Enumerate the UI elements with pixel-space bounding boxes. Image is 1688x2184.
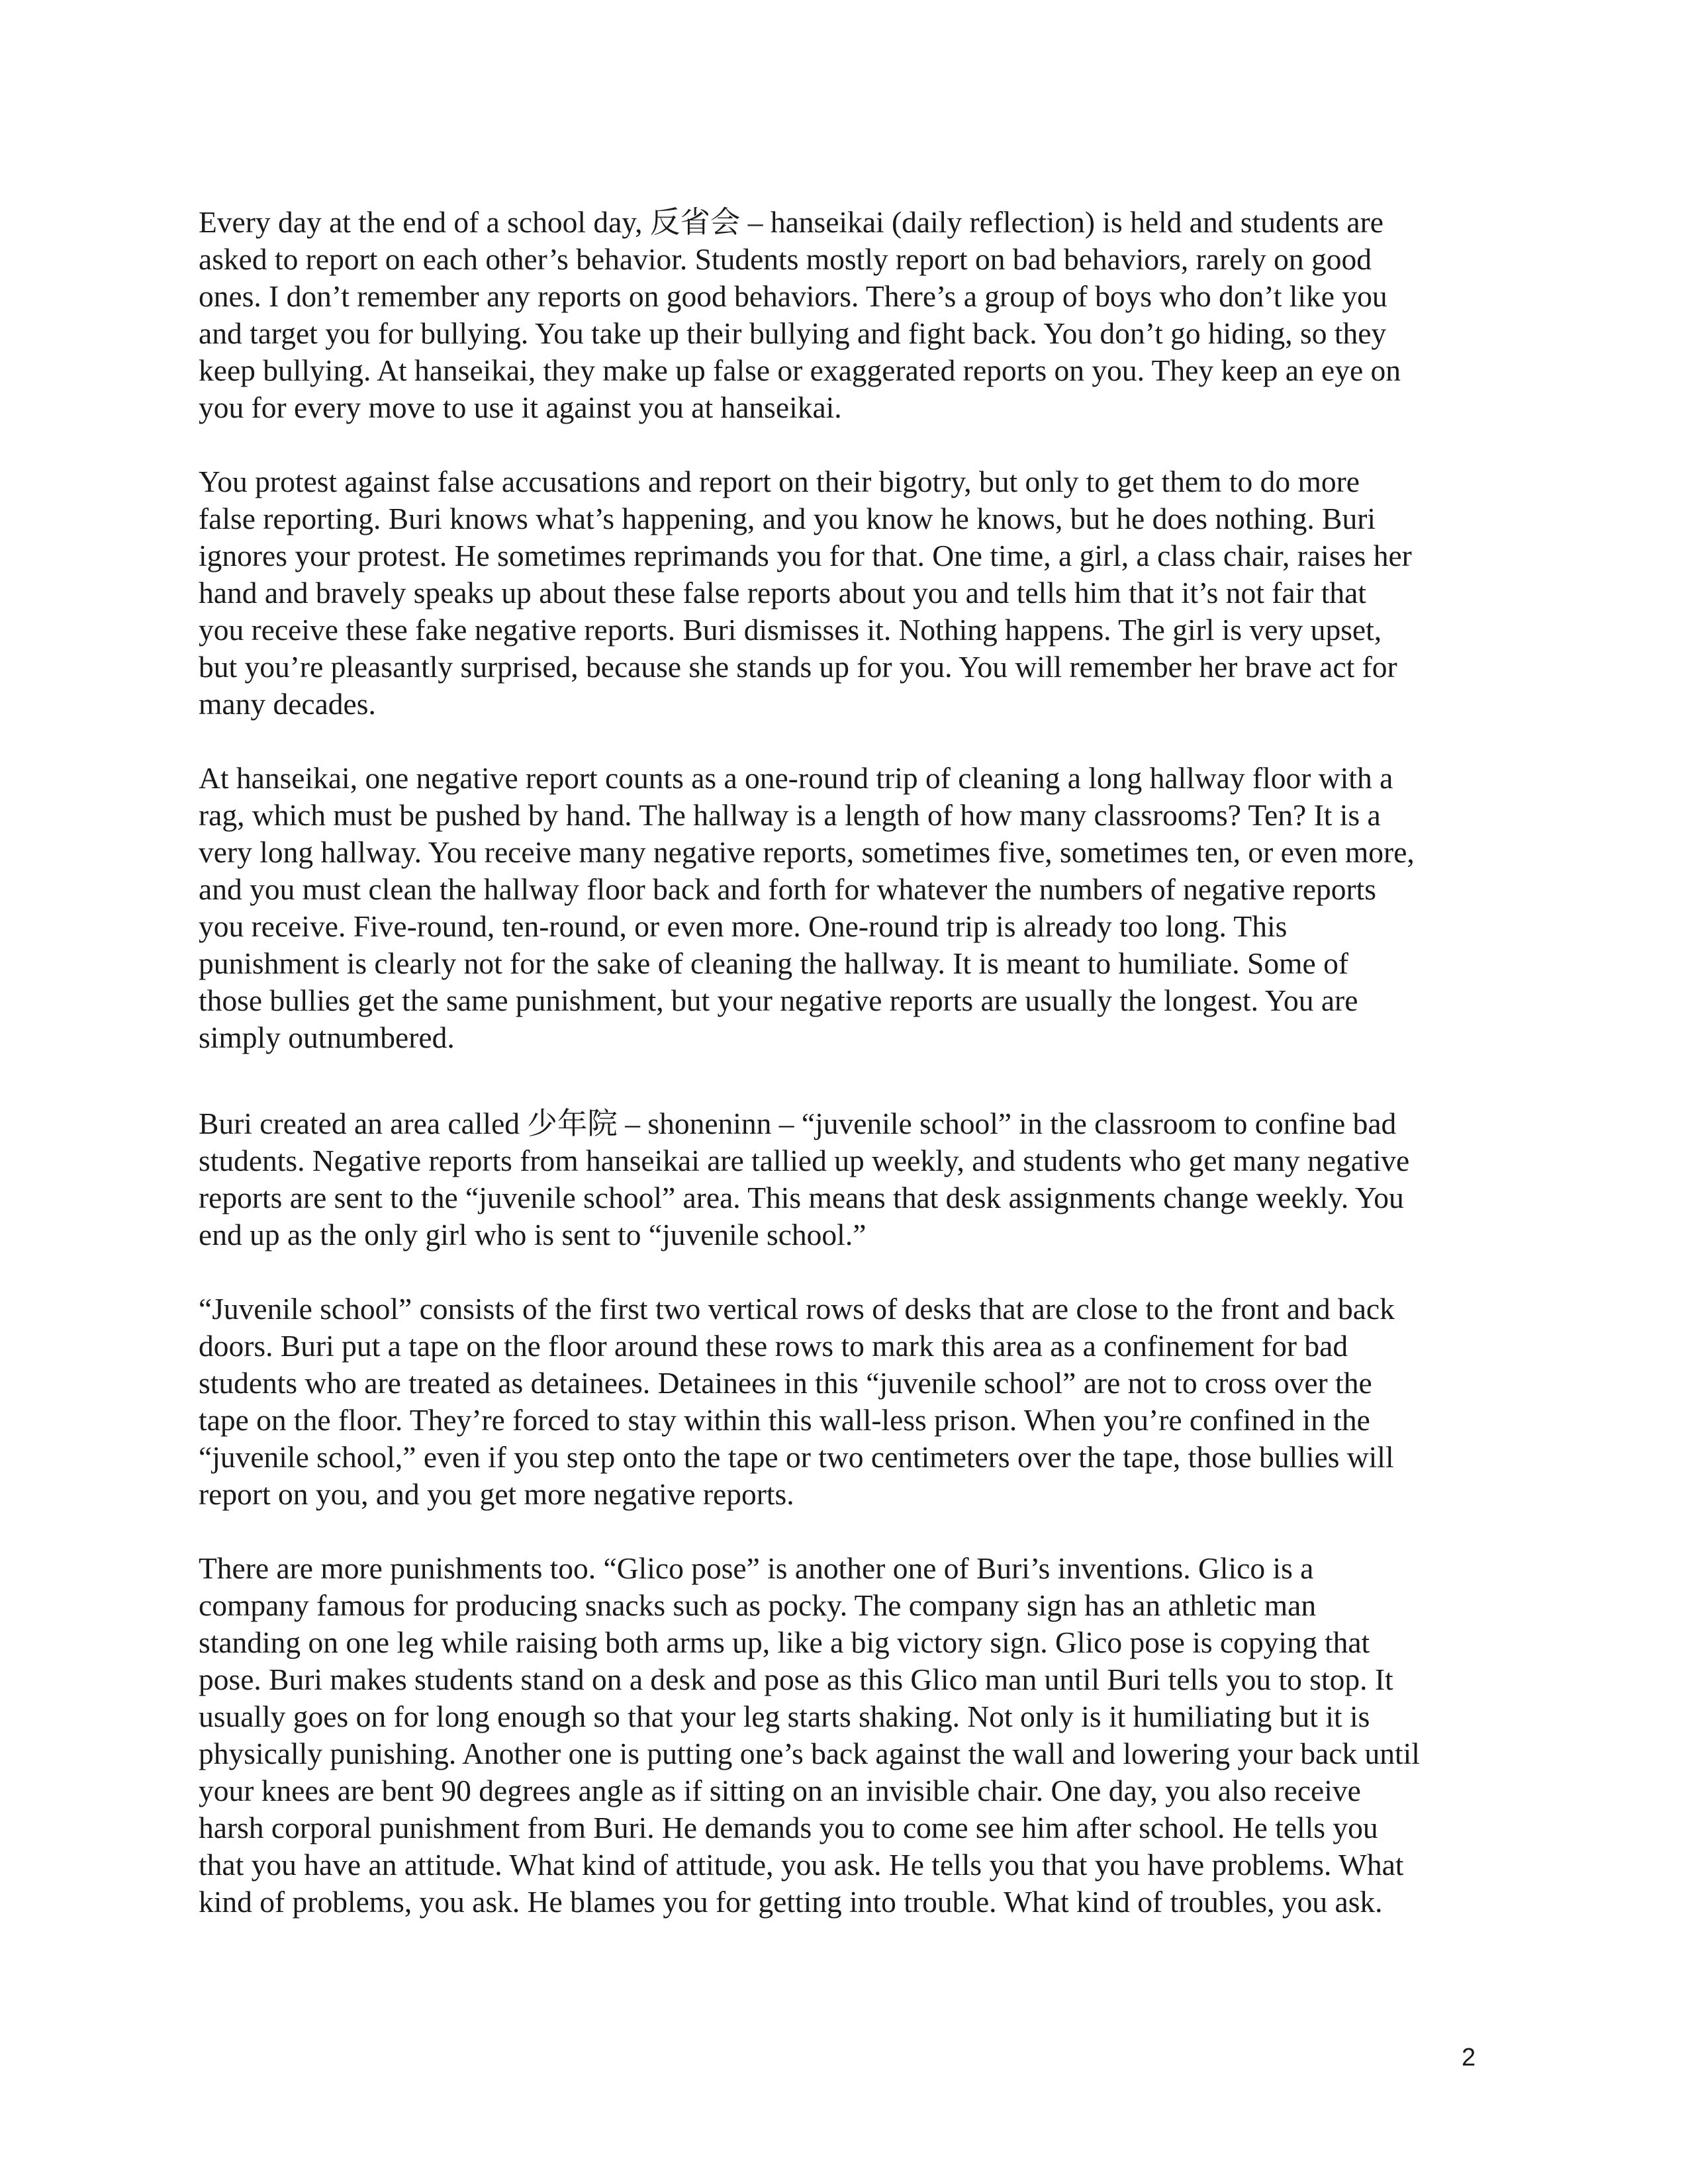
text-line: end up as the only girl who is sent to “juvenile school.” xyxy=(199,1218,867,1251)
text-line: your knees are bent 90 degrees angle as if sitting on an invisible chair. One day, you also receive xyxy=(199,1774,1361,1807)
text-line: you for every move to use it against you at hanseikai. xyxy=(199,390,842,424)
text-line: those bullies get the same punishment, but your negative reports are usually the longest. You are xyxy=(199,983,1358,1017)
text-line: ignores your protest. He sometimes reprimands you for that. One time, a girl, a class chair, raises her xyxy=(199,539,1412,572)
text-line: very long hallway. You receive many negative reports, sometimes five, sometimes ten, or even more, xyxy=(199,835,1415,869)
text-line: but you’re pleasantly surprised, because she stands up for you. You will remember her brave act for xyxy=(199,650,1397,684)
text-line: company famous for producing snacks such as pocky. The company sign has an athletic man xyxy=(199,1588,1317,1622)
paragraph-hanseikai xyxy=(199,204,1496,426)
text-line: physically punishing. Another one is putting one’s back against the wall and lowering your back until xyxy=(199,1737,1420,1770)
text-line: rag, which must be pushed by hand. The hallway is a length of how many classrooms? Ten? It is a xyxy=(199,798,1381,832)
text-line: hand and bravely speaks up about these false reports about you and tells him that it’s not fair that xyxy=(199,576,1366,610)
text-line: usually goes on for long enough so that your leg starts shaking. Not only is it humiliating but it is xyxy=(199,1700,1370,1733)
text-line: harsh corporal punishment from Buri. He demands you to come see him after school. He tells you xyxy=(199,1811,1378,1844)
document-body xyxy=(199,204,1496,1958)
text-line: There are more punishments too. “Glico pose” is another one of Buri’s inventions. Glico is a xyxy=(199,1551,1314,1585)
text-line: pose. Buri makes students stand on a desk and pose as this Glico man until Buri tells you to stop. It xyxy=(199,1662,1393,1696)
text-line: and you must clean the hallway floor back and forth for whatever the numbers of negative reports xyxy=(199,872,1376,906)
text-line: punishment is clearly not for the sake of cleaning the hallway. It is meant to humiliate. Some of xyxy=(199,946,1348,980)
paragraph-hallway-cleaning xyxy=(199,760,1496,1056)
text-line: kind of problems, you ask. He blames you for getting into trouble. What kind of troubles, you ask. xyxy=(199,1885,1383,1919)
text-line: many decades. xyxy=(199,687,376,721)
text-line: reports are sent to the “juvenile school” area. This means that desk assignments change weekly. You xyxy=(199,1181,1404,1214)
text-line: At hanseikai, one negative report counts as a one-round trip of cleaning a long hallway floor with a xyxy=(199,761,1393,795)
text-line: asked to report on each other’s behavior. Students mostly report on bad behaviors, rarely on good xyxy=(199,242,1372,276)
text-line: “juvenile school,” even if you step onto the tape or two centimeters over the tape, those bullies will xyxy=(199,1440,1394,1474)
text-line: Buri created an area called 少年院 – shoneninn – “juvenile school” in the classroom to confine bad xyxy=(199,1107,1397,1140)
text-line: tape on the floor. They’re forced to stay within this wall-less prison. When you’re confined in the xyxy=(199,1403,1370,1437)
text-line: ones. I don’t remember any reports on good behaviors. There’s a group of boys who don’t like you xyxy=(199,279,1387,313)
text-line: doors. Buri put a tape on the floor around these rows to mark this area as a confinement for bad xyxy=(199,1329,1348,1363)
page-number: 2 xyxy=(1462,2044,1476,2071)
text-line: students who are treated as detainees. Detainees in this “juvenile school” are not to cross over the xyxy=(199,1366,1372,1400)
text-line: You protest against false accusations and report on their bigotry, but only to get them to do more xyxy=(199,465,1360,498)
text-line: Every day at the end of a school day, 反省会 – hanseikai (daily reflection) is held and students are xyxy=(199,205,1383,239)
text-line: standing on one leg while raising both arms up, like a big victory sign. Glico pose is copying that xyxy=(199,1625,1370,1659)
paragraph-glico-pose xyxy=(199,1550,1496,1921)
text-line: students. Negative reports from hanseikai are tallied up weekly, and students who get many negative xyxy=(199,1144,1410,1177)
text-line: that you have an attitude. What kind of attitude, you ask. He tells you that you have problems. What xyxy=(199,1848,1404,1882)
text-line: “Juvenile school” consists of the first two vertical rows of desks that are close to the front and back xyxy=(199,1292,1395,1326)
text-line: report on you, and you get more negative reports. xyxy=(199,1477,794,1511)
paragraph-juvenile-school-area xyxy=(199,1105,1496,1253)
text-line: you receive these fake negative reports. Buri dismisses it. Nothing happens. The girl is very upset, xyxy=(199,613,1382,647)
text-line: keep bullying. At hanseikai, they make up false or exaggerated reports on you. They keep an eye on xyxy=(199,353,1401,387)
paragraph-juvenile-school-rules xyxy=(199,1291,1496,1513)
text-line: simply outnumbered. xyxy=(199,1021,455,1054)
text-line: and target you for bullying. You take up their bullying and fight back. You don’t go hiding, so they xyxy=(199,316,1387,350)
paragraph-protest xyxy=(199,463,1496,723)
text-line: false reporting. Buri knows what’s happening, and you know he knows, but he does nothing. Buri xyxy=(199,502,1376,535)
text-line: you receive. Five-round, ten-round, or even more. One-round trip is already too long. This xyxy=(199,909,1288,943)
